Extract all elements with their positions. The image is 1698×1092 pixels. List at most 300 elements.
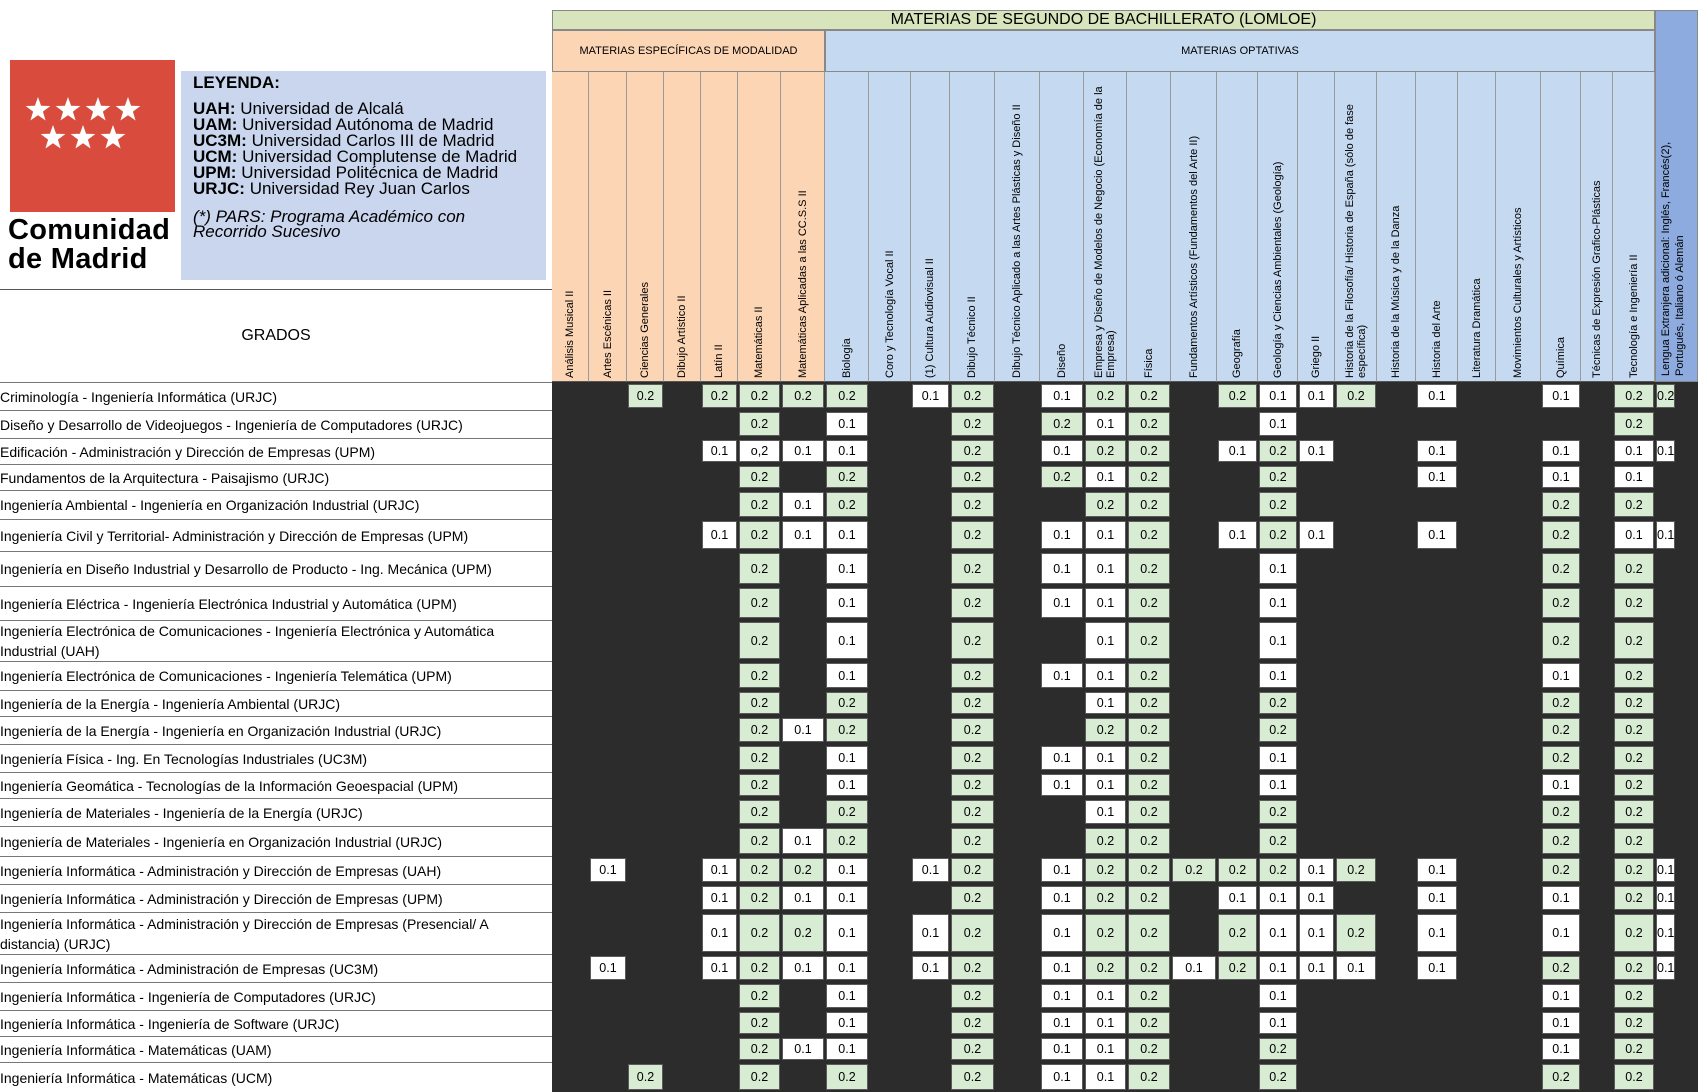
column-header	[1335, 72, 1377, 382]
legend-item-abbr: UAH:	[193, 99, 236, 118]
weight-cell: 0.2	[1128, 622, 1170, 659]
table-row-name	[0, 716, 552, 744]
weight-cell: 0.2	[739, 663, 780, 688]
weight-cell: 0.2	[1259, 718, 1297, 742]
table-row-name	[0, 826, 552, 856]
column-header	[664, 72, 701, 382]
table-row-name	[0, 954, 552, 982]
weight-cell: 0.1	[1041, 588, 1083, 618]
star-icon	[41, 125, 66, 149]
weight-cell: 0.1	[1218, 886, 1257, 910]
degree-name: Ingeniería Informática - Matemáticas (UAM)	[0, 1041, 272, 1058]
weight-cell: 0.2	[739, 858, 780, 882]
weight-cell: 0.2	[739, 521, 780, 549]
weight-cell: 0.2	[1259, 828, 1297, 854]
weight-cell: 0.2	[1656, 384, 1675, 408]
weight-cell: 0.2	[1614, 1064, 1654, 1090]
weight-cell: 0.1	[1085, 466, 1126, 488]
table-row-name	[0, 884, 552, 912]
weight-cell: 0.2	[951, 588, 994, 618]
weight-cell: 0.1	[826, 984, 868, 1008]
weight-cell: 0.2	[1128, 466, 1170, 488]
weight-cell: 0.2	[1259, 521, 1297, 549]
weight-cell: 0.1	[782, 886, 824, 910]
table-row-name	[0, 620, 552, 661]
column-header-label: Tecnología e Ingeniería II	[1627, 254, 1640, 378]
weight-cell: 0.2	[1085, 858, 1126, 882]
weight-cell: 0.2	[1614, 492, 1654, 517]
degree-name: Ingeniería de la Energía - Ingeniería en Organización Industrial (URJC)	[0, 722, 442, 739]
weight-cell: 0.2	[1614, 553, 1654, 584]
column-header	[1581, 72, 1613, 382]
weight-cell: 0.1	[1542, 914, 1580, 952]
weight-cell: 0.2	[1542, 622, 1580, 659]
weight-cell: 0.2	[1085, 828, 1126, 854]
weight-cell: 0.2	[1218, 914, 1257, 952]
column-header-label: Geografía	[1231, 329, 1243, 378]
weight-cell: 0.2	[1128, 984, 1170, 1008]
weight-cell: 0.2	[1128, 553, 1170, 584]
weight-cell: 0.1	[1614, 440, 1654, 462]
table-row-name	[0, 661, 552, 690]
table-row-name	[0, 410, 552, 438]
weight-cell: 0.2	[628, 1064, 663, 1090]
weight-cell: 0.2	[951, 886, 994, 910]
weight-cell: 0.2	[739, 692, 780, 714]
table-row-name	[0, 856, 552, 884]
degree-name: Ingeniería Informática - Administración y Dirección de Empresas (UPM)	[0, 890, 443, 907]
weight-cell: 0.1	[1085, 521, 1126, 549]
degree-name: Criminología - Ingeniería Informática (URJC)	[0, 388, 277, 405]
legend-box	[181, 71, 546, 280]
weight-cell: 0.1	[826, 1012, 868, 1034]
weight-cell: 0.2	[1614, 984, 1654, 1008]
weight-cell: 0.2	[826, 492, 868, 517]
column-header-label: Biología	[840, 338, 853, 378]
weight-cell: 0.1	[1085, 553, 1126, 584]
weight-cell: 0.2	[1128, 692, 1170, 714]
degree-name: Ingeniería Electrónica de Comunicaciones - Ingeniería Telemática (UPM)	[0, 668, 452, 684]
weight-cell: 0.2	[951, 1012, 994, 1034]
column-header	[781, 72, 825, 382]
comunidad-de-madrid-logo	[0, 60, 180, 280]
weight-cell: 0.1	[1417, 886, 1457, 910]
legend-item-name: Universidad de Alcalá	[240, 99, 404, 118]
weight-cell: 0.1	[702, 886, 737, 910]
table-row-name	[0, 519, 552, 551]
weight-cell: 0.1	[1299, 956, 1334, 980]
weight-cell: 0.2	[1259, 466, 1297, 488]
weight-cell: 0.1	[1417, 914, 1457, 952]
legend-item-abbr: UAM:	[193, 115, 238, 134]
legend-item-name: Universidad Autónoma de Madrid	[242, 115, 494, 134]
weight-cell: 0.1	[1218, 521, 1257, 549]
weight-cell: 0.2	[739, 718, 780, 742]
weight-cell: 0.1	[1259, 984, 1297, 1008]
weight-cell: 0.2	[1128, 588, 1170, 618]
weight-cell: 0.2	[1085, 718, 1126, 742]
weight-cell: 0.1	[1656, 521, 1675, 549]
legend-title: LEYENDA:	[193, 73, 280, 92]
column-header	[911, 72, 950, 382]
weight-cell: 0.1	[826, 1038, 868, 1060]
weight-cell: 0.2	[1614, 886, 1654, 910]
weight-cell: 0.1	[1085, 1038, 1126, 1060]
weight-cell: 0.2	[1614, 956, 1654, 980]
weight-cell: 0.1	[1041, 553, 1083, 584]
weight-cell: 0.1	[1085, 663, 1126, 688]
column-header-label: (1) Cultura Audiovisual II	[924, 258, 936, 378]
legend-item	[193, 181, 517, 197]
logo-text-line1: Comunidad	[8, 214, 171, 246]
weight-cell: 0.1	[1614, 466, 1654, 488]
degree-name: Ingeniería Informática - Administración de Empresas (UC3M)	[0, 960, 379, 977]
table-row-name	[0, 772, 552, 798]
legend-item-name: Universidad Rey Juan Carlos	[249, 179, 470, 198]
weight-cell: 0.2	[951, 692, 994, 714]
weight-cell: 0.1	[1299, 886, 1334, 910]
weight-cell: 0.2	[951, 492, 994, 517]
weight-cell: 0.2	[739, 1012, 780, 1034]
weight-cell: 0.2	[1259, 858, 1297, 882]
table-row-name	[0, 798, 552, 826]
grados-header: GRADOS	[241, 327, 311, 344]
weight-cell: 0.2	[1128, 914, 1170, 952]
weight-cell: 0.2	[1085, 384, 1126, 408]
column-header-label: Geología y Ciencias Ambientales (Geología)	[1271, 161, 1284, 378]
weight-cell: 0.2	[1336, 914, 1376, 952]
weight-cell: 0.2	[1128, 718, 1170, 742]
weight-cell: 0.1	[1542, 384, 1580, 408]
weight-cell: 0.2	[739, 984, 780, 1008]
weight-cell: 0.2	[826, 384, 868, 408]
weight-cell: 0.2	[1218, 956, 1257, 980]
weight-cell: 0.1	[1336, 956, 1376, 980]
group-header-optativas: MATERIAS OPTATIVAS	[825, 30, 1655, 72]
column-header	[950, 72, 995, 382]
weight-cell: 0.2	[1128, 663, 1170, 688]
weight-cell: 0.1	[1259, 412, 1297, 436]
logo-text-line2: de Madrid	[8, 243, 148, 275]
weight-cell: 0.2	[1614, 1012, 1654, 1034]
weight-cell: 0.1	[912, 914, 949, 952]
weight-cell: 0.1	[1542, 663, 1580, 688]
degree-name: Ingeniería Electrónica de Comunicaciones - Ingeniería Electrónica y Automática Industrial (UAH)	[0, 623, 495, 659]
weight-cell: 0.2	[1542, 588, 1580, 618]
degree-name: Edificación - Administración y Dirección de Empresas (UPM)	[0, 443, 376, 460]
weight-cell: 0.1	[912, 858, 949, 882]
degree-name: Diseño y Desarrollo de Videojuegos - Ingeniería de Computadores (URJC)	[0, 416, 463, 433]
weight-cell: 0.1	[1085, 984, 1126, 1008]
weight-cell: 0.1	[1417, 956, 1457, 980]
weight-cell: 0.1	[1259, 622, 1297, 659]
weight-cell: 0.2	[826, 692, 868, 714]
weight-cell: 0.2	[1542, 828, 1580, 854]
weight-cell: 0.1	[1085, 800, 1126, 824]
weight-cell: 0.2	[1542, 492, 1580, 517]
weight-cell: 0.2	[1614, 718, 1654, 742]
weight-cell: 0.1	[1041, 384, 1083, 408]
column-header-label: Matemáticas II	[753, 306, 765, 378]
degree-name: Ingeniería Informática - Administración y Dirección de Empresas (Presencial/ A distancia) (URJC)	[0, 915, 488, 952]
weight-cell: 0.1	[1085, 1064, 1126, 1090]
weight-cell: 0.1	[1041, 774, 1083, 796]
weight-cell: 0.1	[1656, 956, 1675, 980]
weight-cell: 0.2	[1128, 746, 1170, 770]
weight-cell: 0.1	[1085, 746, 1126, 770]
weight-cell: 0.1	[826, 553, 868, 584]
column-header	[995, 72, 1040, 382]
weight-cell: 0.2	[1542, 956, 1580, 980]
weight-cell: 0.1	[826, 440, 868, 462]
column-header	[1084, 72, 1127, 382]
weight-cell: 0.2	[951, 622, 994, 659]
column-header-label: Dibujo Técnico Aplicado a las Artes Plásticas y Diseño II	[1011, 104, 1023, 378]
weight-cell: 0.1	[1299, 914, 1334, 952]
weight-cell: 0.2	[1259, 440, 1297, 462]
weight-cell: 0.2	[1542, 746, 1580, 770]
weight-cell: 0.1	[590, 858, 626, 882]
weight-cell: 0.2	[739, 466, 780, 488]
column-header	[589, 72, 627, 382]
weight-cell: 0.2	[739, 956, 780, 980]
weight-cell: 0.1	[1041, 914, 1083, 952]
column-header-label: Historia de la Música y de la Danza	[1390, 205, 1402, 378]
weight-cell: 0.2	[1614, 800, 1654, 824]
column-header	[1217, 72, 1258, 382]
weight-cell: 0.1	[1041, 984, 1083, 1008]
weight-cell: 0.2	[1542, 692, 1580, 714]
table-row-name	[0, 382, 552, 410]
column-header-label: Literatura Dramática	[1470, 278, 1483, 378]
weight-cell: 0.1	[1172, 956, 1216, 980]
weight-cell: 0.2	[1259, 1064, 1297, 1090]
column-header-label: Fundamentos Artísticos (Fundamentos del Arte II)	[1187, 135, 1200, 378]
weight-cell: 0.1	[1085, 692, 1126, 714]
column-header-label: Movimientos Culturales y Artísticos	[1512, 207, 1524, 378]
column-header-label: Latín II	[713, 344, 725, 378]
column-header-label: Empresa y Diseño de Modelos de Negocio (Economía de la Empresa)	[1093, 86, 1117, 378]
table-row-name	[0, 490, 552, 519]
column-header-label: Dibujo Técnico II	[966, 296, 978, 378]
weight-cell: 0.1	[826, 746, 868, 770]
weight-cell: 0.2	[1614, 746, 1654, 770]
degree-name: Ingeniería de Materiales - Ingeniería de la Energía (URJC)	[0, 804, 363, 821]
weight-cell: 0.2	[739, 384, 780, 408]
weight-cell: 0.2	[1085, 886, 1126, 910]
weight-cell: 0.2	[1218, 384, 1257, 408]
weight-cell: 0.1	[1041, 1038, 1083, 1060]
weight-cell: 0.1	[702, 521, 737, 549]
weight-cell: 0.2	[739, 746, 780, 770]
weight-cell: 0.1	[1041, 440, 1083, 462]
weight-cell: 0.1	[1259, 914, 1297, 952]
weight-cell: 0.2	[1614, 412, 1654, 436]
column-header	[701, 72, 738, 382]
degree-name: Ingeniería Informática - Ingeniería de Software (URJC)	[0, 1015, 340, 1032]
table-row-name	[0, 912, 552, 954]
weight-cell: 0.2	[739, 800, 780, 824]
weight-cell: 0.2	[1128, 384, 1170, 408]
table-row-name	[0, 982, 552, 1010]
weight-cell: 0.2	[739, 412, 780, 436]
weight-cell: 0.2	[1041, 466, 1083, 488]
weight-cell: 0.2	[951, 800, 994, 824]
weight-cell: 0.2	[1259, 800, 1297, 824]
weight-cell: 0.2	[1614, 828, 1654, 854]
weight-cell: 0.2	[1259, 692, 1297, 714]
weight-cell: 0.1	[782, 440, 824, 462]
legend-item-abbr: URJC:	[193, 179, 245, 198]
column-header	[552, 72, 589, 382]
degree-name: Fundamentos de la Arquitectura - Paisajismo (URJC)	[0, 469, 330, 486]
column-header-label: Química	[1554, 337, 1567, 378]
legend-item-abbr: UC3M:	[193, 131, 247, 150]
degree-name: Ingeniería Informática - Ingeniería de Computadores (URJC)	[0, 988, 376, 1005]
weight-cell: 0.2	[1085, 914, 1126, 952]
column-header	[1458, 72, 1496, 382]
weight-cell: 0.2	[1085, 492, 1126, 517]
weight-cell: 0.2	[1128, 1012, 1170, 1034]
column-header	[627, 72, 664, 382]
weight-cell: 0.1	[702, 858, 737, 882]
weight-cell: 0.2	[1085, 956, 1126, 980]
weight-cell: 0.2	[1128, 492, 1170, 517]
weight-cell: 0.1	[702, 914, 737, 952]
legend-item-abbr: UCM:	[193, 147, 238, 166]
weight-cell: 0.2	[951, 774, 994, 796]
weight-cell: 0.2	[951, 858, 994, 882]
weight-cell: 0.2	[1128, 828, 1170, 854]
weight-cell: 0.1	[782, 521, 824, 549]
weight-cell: 0.1	[1299, 858, 1334, 882]
weight-cell: 0.1	[1259, 746, 1297, 770]
group-header-especificas: MATERIAS ESPECÍFICAS DE MODALIDAD	[552, 30, 825, 72]
weight-cell: 0.2	[1336, 384, 1376, 408]
weight-cell: 0.1	[1417, 521, 1457, 549]
column-header	[1496, 72, 1541, 382]
degree-name: Ingeniería Geomática - Tecnologías de la Información Geoespacial (UPM)	[0, 777, 459, 794]
weight-cell: 0.1	[1085, 774, 1126, 796]
table-row-name	[0, 690, 552, 716]
column-header	[1298, 72, 1335, 382]
column-header-label: Física	[1142, 348, 1155, 378]
weight-cell: 0.2	[826, 718, 868, 742]
column-header	[738, 72, 781, 382]
degree-name: Ingeniería de Materiales - Ingeniería en Organización Industrial (URJC)	[0, 833, 442, 850]
weight-cell: 0.2	[1542, 800, 1580, 824]
weight-cell: 0.1	[1041, 1012, 1083, 1034]
weight-cell: 0.2	[1259, 492, 1297, 517]
weight-cell: 0.2	[1614, 692, 1654, 714]
degree-name: Ingeniería Física - Ing. En Tecnologías Industriales (UC3M)	[0, 750, 368, 767]
weight-cell: 0.2	[739, 828, 780, 854]
weight-cell: 0.1	[826, 956, 868, 980]
weight-cell: 0.1	[1299, 440, 1334, 462]
weight-cell: 0.2	[1218, 858, 1257, 882]
weight-cell: 0.2	[1542, 521, 1580, 549]
weight-cell: 0.2	[739, 492, 780, 517]
weight-cell: 0.2	[1259, 1038, 1297, 1060]
weight-cell: 0.2	[1128, 886, 1170, 910]
weight-cell: o,2	[739, 440, 780, 462]
weight-cell: 0.1	[912, 956, 949, 980]
weight-cell: 0.2	[1614, 663, 1654, 688]
weight-cell: 0.2	[1128, 800, 1170, 824]
star-icon	[26, 97, 51, 121]
table-row-name	[0, 464, 552, 490]
weight-cell: 0.2	[1614, 858, 1654, 882]
weight-cell: 0.1	[702, 956, 737, 980]
degree-name: Ingeniería Informática - Administración y Dirección de Empresas (UAH)	[0, 862, 442, 879]
weight-cell: 0.2	[1128, 1038, 1170, 1060]
weight-cell: 0.2	[1128, 956, 1170, 980]
weight-cell: 0.2	[739, 553, 780, 584]
weight-cell: 0.2	[782, 858, 824, 882]
column-header-lengua-extranjera-label: Lengua Extranjera adicional: Inglés, Francés(2), Portugués, Italiano ó Alemán	[1660, 141, 1686, 376]
weight-cell: 0.1	[1041, 956, 1083, 980]
weight-cell: 0.1	[1041, 746, 1083, 770]
degree-name: Ingeniería Civil y Territorial- Administración y Dirección de Empresas (UPM)	[0, 527, 469, 544]
column-header	[1416, 72, 1458, 382]
table-row-name	[0, 1036, 552, 1062]
table-row-name	[0, 1062, 552, 1092]
star-icon	[56, 97, 81, 121]
weight-cell: 0.2	[1614, 774, 1654, 796]
weight-cell: 0.2	[1614, 588, 1654, 618]
weight-cell: 0.2	[826, 828, 868, 854]
column-header-label: Análisis Musical II	[564, 290, 576, 378]
star-icon	[116, 97, 141, 121]
weight-cell: 0.1	[1656, 858, 1675, 882]
weight-cell: 0.1	[826, 858, 868, 882]
weight-cell: 0.1	[826, 663, 868, 688]
star-icon	[86, 97, 111, 121]
weight-cell: 0.2	[951, 553, 994, 584]
weight-cell: 0.1	[1542, 984, 1580, 1008]
weight-cell: 0.1	[826, 886, 868, 910]
weight-cell: 0.2	[1172, 858, 1216, 882]
legend-list	[193, 101, 517, 197]
weight-cell: 0.1	[782, 718, 824, 742]
column-header-label: Historia de la Filosofía/ Historia de España (sólo de fase específica)	[1343, 104, 1368, 378]
weight-cell: 0.2	[739, 886, 780, 910]
weight-cell: 0.1	[1614, 521, 1654, 549]
weight-cell: 0.2	[1614, 914, 1654, 952]
weight-cell: 0.2	[951, 466, 994, 488]
column-header-label: Coro y Tecnología Vocal II	[883, 250, 896, 378]
degree-name: Ingeniería de la Energía - Ingeniería Ambiental (URJC)	[0, 695, 341, 712]
weight-cell: 0.2	[628, 384, 663, 408]
weight-cell: 0.2	[1041, 412, 1083, 436]
column-header	[1127, 72, 1171, 382]
weight-cell: 0.2	[951, 412, 994, 436]
weight-cell: 0.1	[1299, 521, 1334, 549]
weight-cell: 0.1	[826, 914, 868, 952]
weight-cell: 0.2	[1128, 774, 1170, 796]
weight-cell: 0.2	[782, 384, 824, 408]
weight-cell: 0.1	[1218, 440, 1257, 462]
weight-cell: 0.1	[1542, 466, 1580, 488]
weight-cell: 0.1	[1656, 886, 1675, 910]
degree-name: Ingeniería en Diseño Industrial y Desarrollo de Producto - Ing. Mecánica (UPM)	[0, 561, 492, 577]
weight-cell: 0.1	[782, 828, 824, 854]
weight-cell: 0.1	[826, 412, 868, 436]
weight-cell: 0.1	[1656, 914, 1675, 952]
weight-cell: 0.2	[951, 384, 994, 408]
star-icon	[71, 125, 96, 149]
weight-cell: 0.2	[951, 440, 994, 462]
